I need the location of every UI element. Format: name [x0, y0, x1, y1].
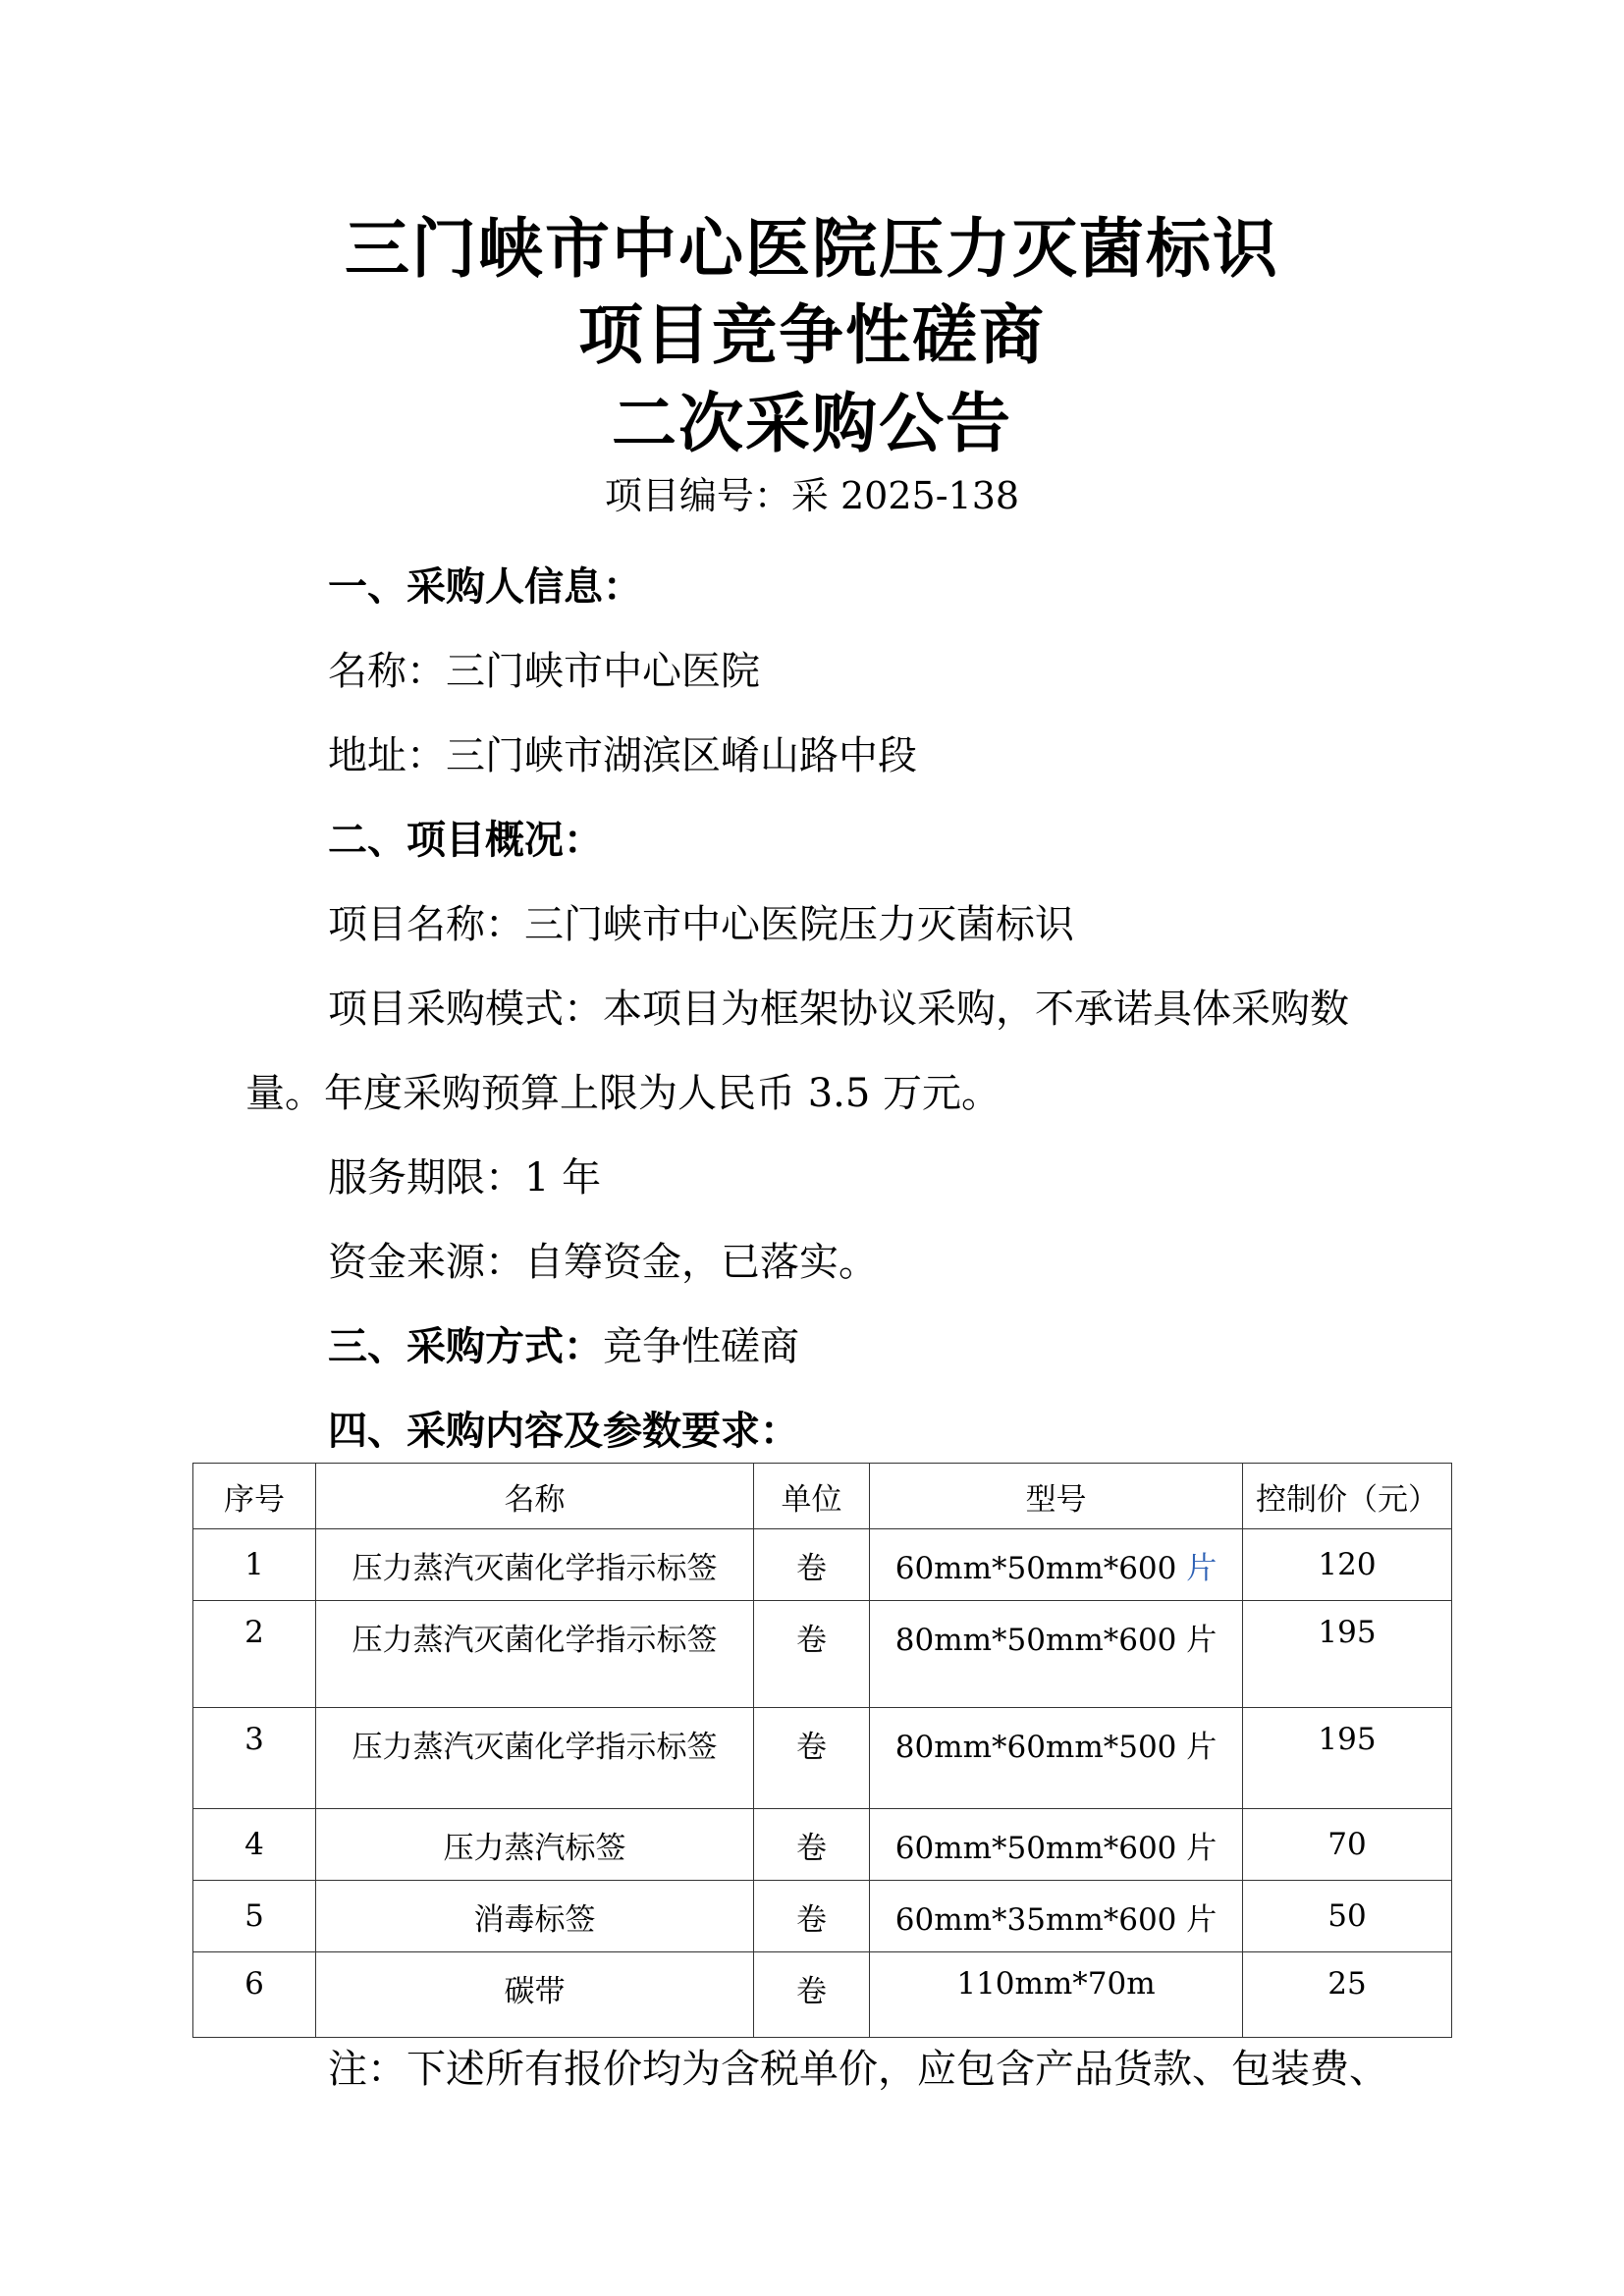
row-no: 2 [193, 1601, 316, 1708]
project-number: 项目编号：采 2025-138 [604, 474, 1020, 517]
procurement-table [192, 1463, 1452, 2038]
row-model [870, 1529, 1243, 1601]
row-unit: 卷 [754, 1881, 870, 1952]
service-period: 服务期限：1 年 [328, 1155, 602, 1201]
section3-line [328, 1315, 799, 1371]
section4-heading: 四、采购内容及参数要求： [328, 1408, 799, 1454]
row-model: 60mm*50mm*600 片 [870, 1809, 1243, 1881]
row-name: 消毒标签 [316, 1881, 754, 1952]
purchaser-name: 名称：三门峡市中心医院 [328, 649, 760, 694]
table-row [193, 1708, 1452, 1809]
section2-heading: 二、项目概况： [328, 817, 603, 863]
purchaser-address: 地址：三门峡市湖滨区崤山路中段 [328, 733, 917, 778]
header-cell: 型号 [870, 1464, 1243, 1529]
section1-heading: 一、采购人信息： [328, 563, 642, 610]
row-no: 4 [193, 1809, 316, 1881]
row-name: 压力蒸汽灭菌化学指示标签 [316, 1708, 754, 1809]
row-no: 3 [193, 1708, 316, 1809]
procurement-mode-line1: 项目采购模式：本项目为框架协议采购，不承诺具体采购数 [328, 987, 1349, 1032]
procurement-mode-line2: 量。年度采购预算上限为人民币 3.5 万元。 [245, 1071, 1001, 1116]
project-name: 项目名称：三门峡市中心医院压力灭菌标识 [328, 902, 1074, 947]
row-no: 1 [193, 1529, 316, 1601]
row-price: 195 [1243, 1601, 1452, 1708]
row-unit: 卷 [754, 1601, 870, 1708]
row-model: 60mm*35mm*600 片 [870, 1881, 1243, 1952]
table-header-row [193, 1464, 1452, 1529]
table-row [193, 1881, 1452, 1952]
row-no: 6 [193, 1952, 316, 2038]
title-line-1: 三门峡市中心医院压力灭菌标识 [345, 210, 1279, 287]
row-price: 25 [1243, 1952, 1452, 2038]
funding-source: 资金来源：自筹资金，已落实。 [328, 1240, 878, 1285]
row-model-suffix: 片 [1186, 1550, 1218, 1586]
row-name: 压力蒸汽灭菌化学指示标签 [316, 1601, 754, 1708]
row-price: 50 [1243, 1881, 1452, 1952]
row-price: 120 [1243, 1529, 1452, 1601]
header-cell: 单位 [754, 1464, 870, 1529]
table-row [193, 1529, 1452, 1601]
header-cell: 控制价（元） [1243, 1464, 1452, 1529]
header-cell: 序号 [193, 1464, 316, 1529]
row-price: 70 [1243, 1809, 1452, 1881]
row-no: 5 [193, 1881, 316, 1952]
row-price: 195 [1243, 1708, 1452, 1809]
row-model-size: 60mm*50mm*600 [894, 1550, 1177, 1586]
title-line-3: 二次采购公告 [612, 385, 1012, 461]
table-row [193, 1809, 1452, 1881]
row-model: 80mm*50mm*600 片 [870, 1601, 1243, 1708]
procurement-method: 竞争性磋商 [603, 1324, 799, 1369]
section3-heading: 三、采购方式： [328, 1323, 603, 1369]
header-cell: 名称 [316, 1464, 754, 1529]
row-name: 压力蒸汽标签 [316, 1809, 754, 1881]
table-row [193, 1601, 1452, 1708]
row-unit: 卷 [754, 1952, 870, 2038]
row-name: 碳带 [316, 1952, 754, 2038]
row-unit: 卷 [754, 1708, 870, 1809]
row-name: 压力蒸汽灭菌化学指示标签 [316, 1529, 754, 1601]
pricing-note: 注：下述所有报价均为含税单价，应包含产品货款、包装费、 [328, 2047, 1388, 2092]
row-unit: 卷 [754, 1529, 870, 1601]
row-model: 80mm*60mm*500 片 [870, 1708, 1243, 1809]
title-line-2: 项目竞争性磋商 [578, 296, 1046, 373]
row-unit: 卷 [754, 1809, 870, 1881]
row-model: 110mm*70m [870, 1952, 1243, 2038]
table-row [193, 1952, 1452, 2038]
